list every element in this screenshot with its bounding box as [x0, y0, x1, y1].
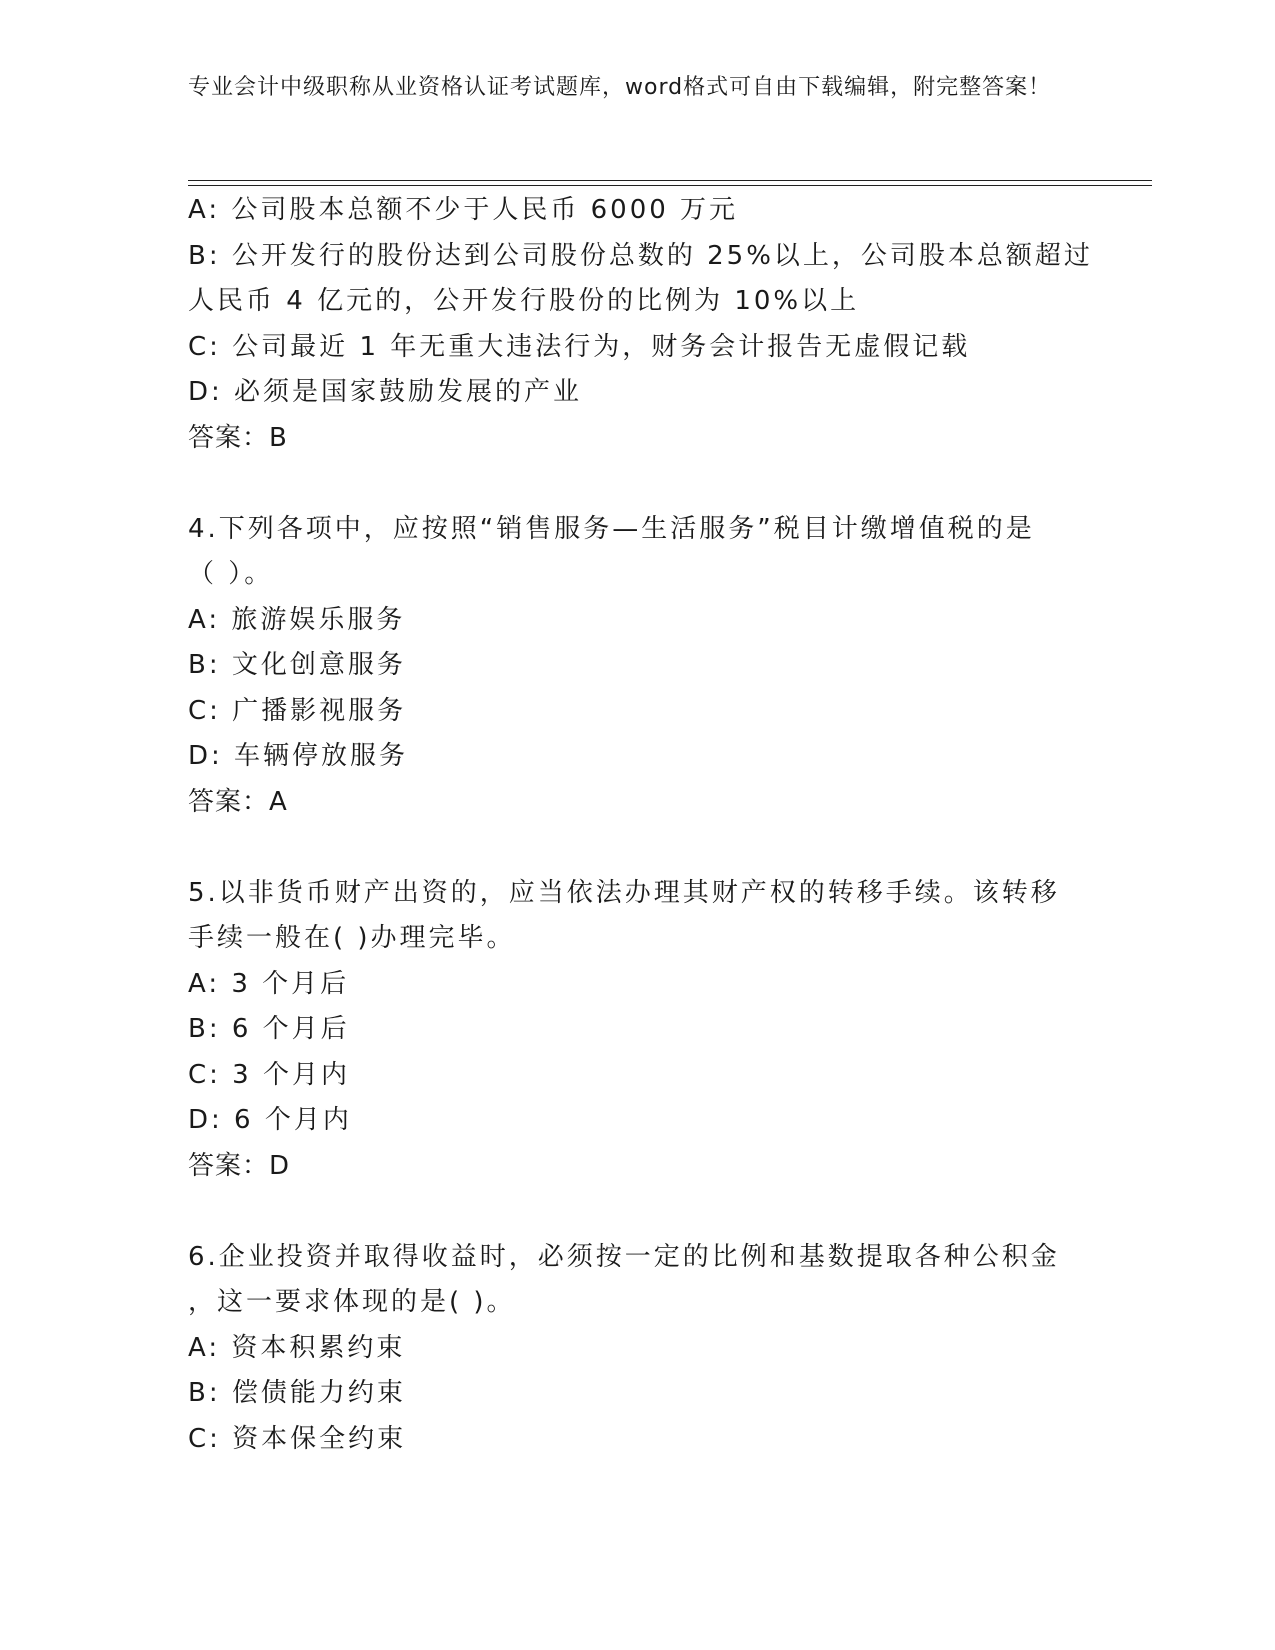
spacer — [188, 1189, 1068, 1235]
answer-line: 答案：D — [188, 1150, 291, 1181]
question-block-6 — [188, 1235, 1068, 1463]
option-d: D: 必须是国家鼓励发展的产业 — [188, 377, 583, 407]
option-d: D: 6 个月内 — [188, 1105, 352, 1135]
question-stem: 4.下列各项中，应按照“销售服务—生活服务”税目计缴增值税的是 — [188, 513, 1035, 544]
document-header — [188, 72, 1068, 104]
answer-line: 答案：A — [188, 786, 288, 817]
question-block-4 — [188, 507, 1068, 826]
option-c: C: 公司最近 1 年无重大违法行为，财务会计报告无虚假记载 — [188, 331, 971, 362]
option-c: C: 广播影视服务 — [188, 695, 407, 726]
header-divider-top — [188, 180, 1152, 181]
option-b: B: 6 个月后 — [188, 1014, 350, 1044]
option-d: D: 车辆停放服务 — [188, 741, 409, 771]
option-c: C: 资本保全约束 — [188, 1423, 407, 1454]
option-b: B: 公开发行的股份达到公司股份总数的 25%以上，公司股本总额超过 — [188, 240, 1093, 271]
question-stem-continued: ，这一要求体现的是( )。 — [188, 1287, 516, 1317]
question-stem-continued: 手续一般在( )办理完毕。 — [188, 923, 516, 953]
option-b: B: 文化创意服务 — [188, 650, 406, 680]
option-a: A: 公司股本总额不少于人民币 6000 万元 — [188, 195, 739, 225]
question-stem-continued: （ ）。 — [188, 559, 274, 589]
question-list — [188, 188, 1093, 1462]
spacer — [188, 461, 1068, 507]
header-divider-bottom — [188, 185, 1152, 186]
header-title: 专业会计中级职称从业资格认证考试题库，word格式可自由下载编辑，附完整答案！ — [188, 75, 1052, 100]
option-a: A: 3 个月后 — [188, 968, 350, 999]
question-block-3 — [188, 188, 1093, 461]
option-a: A: 资本积累约束 — [188, 1332, 406, 1363]
spacer — [188, 825, 1068, 871]
option-b: B: 偿债能力约束 — [188, 1378, 406, 1408]
question-stem: 5.以非货币财产出资的，应当依法办理其财产权的转移手续。该转移 — [188, 877, 1060, 908]
answer-line: 答案：B — [188, 422, 288, 453]
option-b-continued: 人民币 4 亿元的，公开发行股份的比例为 10%以上 — [188, 286, 860, 316]
question-stem: 6.企业投资并取得收益时，必须按一定的比例和基数提取各种公积金 — [188, 1241, 1060, 1272]
option-c: C: 3 个月内 — [188, 1059, 350, 1090]
question-block-5 — [188, 871, 1068, 1190]
option-a: A: 旅游娱乐服务 — [188, 604, 406, 635]
